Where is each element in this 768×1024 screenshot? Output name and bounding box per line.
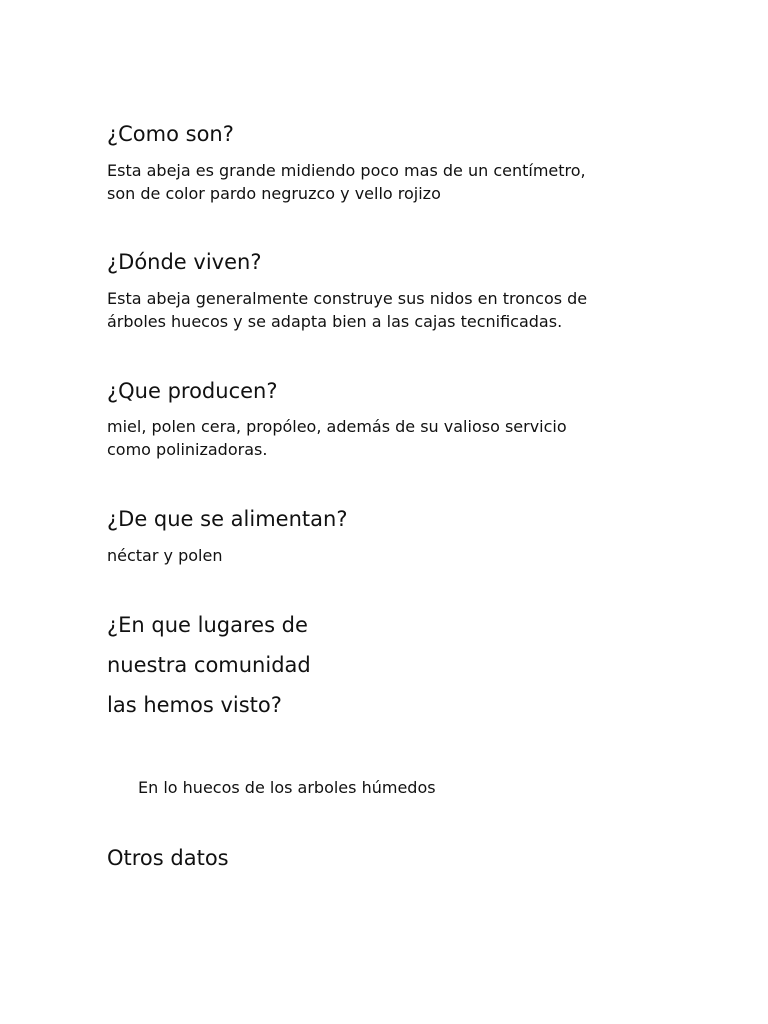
paragraph-que-producen bbox=[107, 415, 567, 461]
paragraph-de-que-se-alimentan bbox=[107, 544, 222, 567]
paragraph-line: como polinizadoras. bbox=[107, 440, 268, 459]
paragraph-donde-viven bbox=[107, 287, 587, 333]
paragraph-como-son bbox=[107, 159, 586, 205]
heading-line: nuestra comunidad bbox=[107, 653, 311, 677]
answer-lugares: En lo huecos de los arboles húmedos bbox=[138, 778, 436, 797]
heading-lugares-comunidad bbox=[107, 605, 311, 725]
heading-otros-datos: Otros datos bbox=[107, 846, 229, 870]
paragraph-line: Esta abeja generalmente construye sus nidos en troncos de bbox=[107, 289, 588, 308]
paragraph-line: miel, polen cera, propóleo, además de su valioso servicio bbox=[107, 417, 567, 436]
heading-como-son: ¿Como son? bbox=[107, 122, 234, 146]
heading-line: las hemos visto? bbox=[107, 693, 282, 717]
paragraph-line: Esta abeja es grande midiendo poco mas de un centímetro, bbox=[107, 161, 586, 180]
heading-de-que-se-alimentan: ¿De que se alimentan? bbox=[107, 507, 348, 531]
heading-que-producen: ¿Que producen? bbox=[107, 379, 278, 403]
paragraph-line: néctar y polen bbox=[107, 546, 223, 565]
paragraph-line: son de color pardo negruzco y vello rojizo bbox=[107, 184, 441, 203]
heading-donde-viven: ¿Dónde viven? bbox=[107, 250, 262, 274]
heading-line: ¿En que lugares de bbox=[107, 613, 308, 637]
paragraph-line: árboles huecos y se adapta bien a las cajas tecnificadas. bbox=[107, 312, 563, 331]
